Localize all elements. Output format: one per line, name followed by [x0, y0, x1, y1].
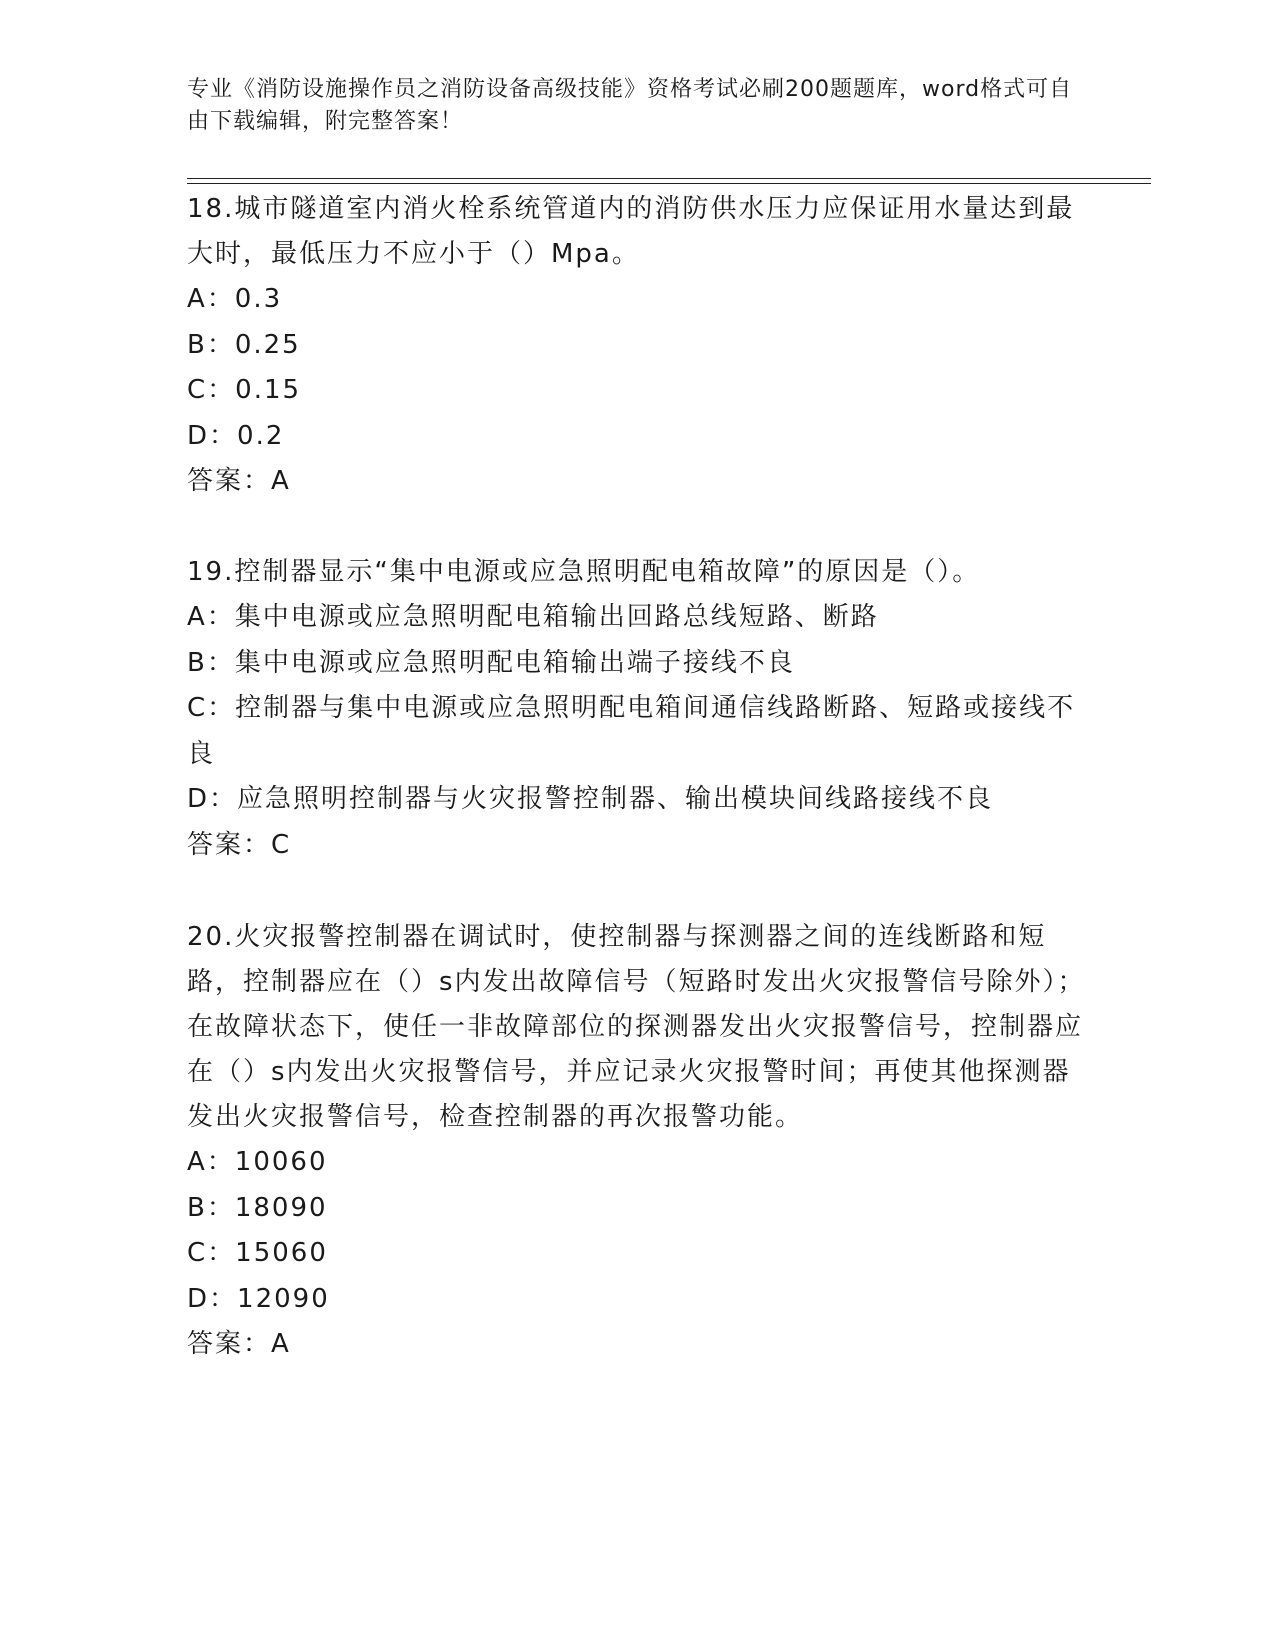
answer: 答案：A: [187, 466, 291, 496]
option-d: D：12090: [187, 1283, 330, 1314]
option-c: C：0.15: [187, 375, 302, 405]
option-b: B：集中电源或应急照明配电箱输出端子接线不良: [187, 647, 795, 678]
option-a: A：0.3: [187, 284, 283, 314]
question-19: [187, 550, 1087, 868]
answer: 答案：A: [187, 1329, 291, 1359]
document-header: 专业《消防设施操作员之消防设备高级技能》资格考试必刷200题题库，word格式可自由下载编辑，附完整答案！: [187, 77, 1073, 134]
option-a: A：集中电源或应急照明配电箱输出回路总线短路、断路: [187, 602, 879, 632]
option-b: B：0.25: [187, 329, 301, 360]
option-b: B：18090: [187, 1192, 328, 1223]
header-divider-top: [187, 178, 1151, 179]
question-stem: 18.城市隧道室内消火栓系统管道内的消防供水压力应保证用水量达到最大时，最低压力不应小于（）Mpa。: [187, 194, 1075, 269]
question-stem: 19.控制器显示“集中电源或应急照明配电箱故障”的原因是（）。: [187, 557, 981, 587]
option-d: D：应急照明控制器与火灾报警控制器、输出模块间线路接线不良: [187, 784, 994, 814]
header-divider-bottom: [187, 183, 1151, 184]
option-d: D：0.2: [187, 420, 285, 451]
question-18: [187, 187, 1087, 504]
option-c: C：15060: [187, 1238, 328, 1268]
option-a: A：10060: [187, 1147, 328, 1177]
question-stem: 20.火灾报警控制器在调试时，使控制器与探测器之间的连线断路和短路，控制器应在（）s内发出故障信号（短路时发出火灾报警信号除外）；在故障状态下，使任一非故障部位的探测器发出火灾报警信号，控制器应在（）s内发出火灾报警信号，并应记录火灾报警时间；再使其他探测器发出火灾报警信号，检查控制器的再次报警功能。: [187, 922, 1086, 1132]
option-c: C：控制器与集中电源或应急照明配电箱间通信线路断路、短路或接线不良: [187, 693, 1076, 769]
answer: 答案：C: [187, 829, 292, 860]
question-20: [187, 915, 1087, 1367]
